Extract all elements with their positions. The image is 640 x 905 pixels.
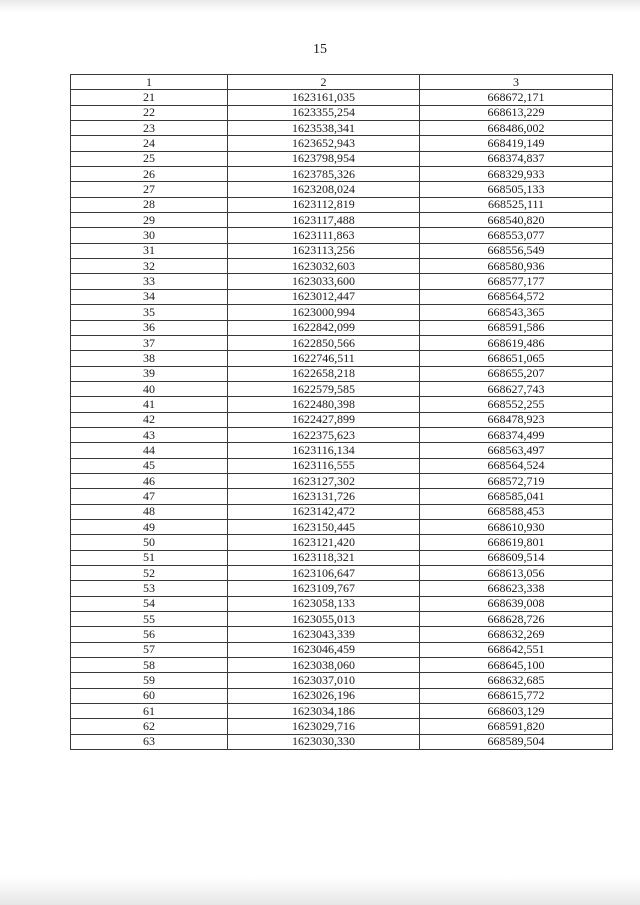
y-coordinate-cell: 668564,572 [420, 289, 613, 304]
point-number-cell: 30 [71, 228, 228, 243]
y-coordinate-cell: 668628,726 [420, 612, 613, 627]
y-coordinate-cell: 668556,549 [420, 243, 613, 258]
table-row [71, 596, 613, 611]
point-number-cell: 37 [71, 335, 228, 350]
point-number-cell: 39 [71, 366, 228, 381]
point-number-cell: 58 [71, 658, 228, 673]
y-coordinate-cell: 668505,133 [420, 182, 613, 197]
point-number-cell: 63 [71, 734, 228, 749]
x-coordinate-cell: 1623058,133 [228, 596, 420, 611]
table-row [71, 274, 613, 289]
coordinates-table [70, 74, 613, 750]
point-number-cell: 41 [71, 397, 228, 412]
table-row [71, 658, 613, 673]
x-coordinate-cell: 1623116,134 [228, 443, 420, 458]
table-row [71, 320, 613, 335]
y-coordinate-cell: 668627,743 [420, 381, 613, 396]
x-coordinate-cell: 1623026,196 [228, 688, 420, 703]
y-coordinate-cell: 668603,129 [420, 704, 613, 719]
point-number-cell: 27 [71, 182, 228, 197]
point-number-cell: 43 [71, 427, 228, 442]
x-coordinate-cell: 1623046,459 [228, 642, 420, 657]
y-coordinate-cell: 668619,486 [420, 335, 613, 350]
point-number-cell: 29 [71, 213, 228, 228]
point-number-cell: 62 [71, 719, 228, 734]
point-number-cell: 24 [71, 136, 228, 151]
point-number-cell: 21 [71, 90, 228, 105]
table-row [71, 427, 613, 442]
x-coordinate-cell: 1623116,555 [228, 458, 420, 473]
x-coordinate-cell: 1623012,447 [228, 289, 420, 304]
point-number-cell: 47 [71, 489, 228, 504]
point-number-cell: 34 [71, 289, 228, 304]
y-coordinate-cell: 668374,837 [420, 151, 613, 166]
table-row [71, 151, 613, 166]
x-coordinate-cell: 1623043,339 [228, 627, 420, 642]
table-row [71, 136, 613, 151]
y-coordinate-cell: 668589,504 [420, 734, 613, 749]
point-number-cell: 55 [71, 612, 228, 627]
point-number-cell: 45 [71, 458, 228, 473]
y-coordinate-cell: 668329,933 [420, 167, 613, 182]
point-number-cell: 59 [71, 673, 228, 688]
x-coordinate-cell: 1623142,472 [228, 504, 420, 519]
y-coordinate-cell: 668564,524 [420, 458, 613, 473]
y-coordinate-cell: 668613,056 [420, 566, 613, 581]
point-number-cell: 33 [71, 274, 228, 289]
table-row [71, 381, 613, 396]
y-coordinate-cell: 668642,551 [420, 642, 613, 657]
column-header-x-coordinate: 2 [228, 75, 420, 90]
x-coordinate-cell: 1623111,863 [228, 228, 420, 243]
table-row [71, 704, 613, 719]
point-number-cell: 60 [71, 688, 228, 703]
y-coordinate-cell: 668619,801 [420, 535, 613, 550]
y-coordinate-cell: 668632,269 [420, 627, 613, 642]
x-coordinate-cell: 1623798,954 [228, 151, 420, 166]
point-number-cell: 25 [71, 151, 228, 166]
table-row [71, 397, 613, 412]
y-coordinate-cell: 668543,365 [420, 305, 613, 320]
y-coordinate-cell: 668655,207 [420, 366, 613, 381]
table-row [71, 366, 613, 381]
point-number-cell: 36 [71, 320, 228, 335]
point-number-cell: 49 [71, 519, 228, 534]
y-coordinate-cell: 668419,149 [420, 136, 613, 151]
x-coordinate-cell: 1623131,726 [228, 489, 420, 504]
x-coordinate-cell: 1622427,899 [228, 412, 420, 427]
table-row [71, 504, 613, 519]
table-row [71, 228, 613, 243]
point-number-cell: 44 [71, 443, 228, 458]
table-row [71, 305, 613, 320]
y-coordinate-cell: 668615,772 [420, 688, 613, 703]
table-row [71, 182, 613, 197]
x-coordinate-cell: 1622658,218 [228, 366, 420, 381]
x-coordinate-cell: 1623112,819 [228, 197, 420, 212]
y-coordinate-cell: 668374,499 [420, 427, 613, 442]
y-coordinate-cell: 668552,255 [420, 397, 613, 412]
x-coordinate-cell: 1622579,585 [228, 381, 420, 396]
point-number-cell: 48 [71, 504, 228, 519]
x-coordinate-cell: 1623785,326 [228, 167, 420, 182]
x-coordinate-cell: 1623038,060 [228, 658, 420, 673]
table-row [71, 489, 613, 504]
x-coordinate-cell: 1623033,600 [228, 274, 420, 289]
point-number-cell: 32 [71, 259, 228, 274]
table-row [71, 90, 613, 105]
point-number-cell: 57 [71, 642, 228, 657]
x-coordinate-cell: 1623118,321 [228, 550, 420, 565]
table-row [71, 443, 613, 458]
y-coordinate-cell: 668540,820 [420, 213, 613, 228]
y-coordinate-cell: 668580,936 [420, 259, 613, 274]
y-coordinate-cell: 668563,497 [420, 443, 613, 458]
table-row [71, 473, 613, 488]
x-coordinate-cell: 1622480,398 [228, 397, 420, 412]
point-number-cell: 53 [71, 581, 228, 596]
y-coordinate-cell: 668525,111 [420, 197, 613, 212]
y-coordinate-cell: 668651,065 [420, 351, 613, 366]
table-row [71, 519, 613, 534]
page-number: 15 [313, 42, 327, 57]
table-row [71, 412, 613, 427]
x-coordinate-cell: 1623000,994 [228, 305, 420, 320]
x-coordinate-cell: 1623106,647 [228, 566, 420, 581]
point-number-cell: 54 [71, 596, 228, 611]
x-coordinate-cell: 1623034,186 [228, 704, 420, 719]
table-row [71, 243, 613, 258]
point-number-cell: 56 [71, 627, 228, 642]
x-coordinate-cell: 1623117,488 [228, 213, 420, 228]
x-coordinate-cell: 1623127,302 [228, 473, 420, 488]
x-coordinate-cell: 1623109,767 [228, 581, 420, 596]
point-number-cell: 35 [71, 305, 228, 320]
point-number-cell: 22 [71, 105, 228, 120]
table-row [71, 673, 613, 688]
y-coordinate-cell: 668588,453 [420, 504, 613, 519]
y-coordinate-cell: 668591,820 [420, 719, 613, 734]
y-coordinate-cell: 668623,338 [420, 581, 613, 596]
x-coordinate-cell: 1623030,330 [228, 734, 420, 749]
table-body [71, 90, 613, 750]
table-row [71, 719, 613, 734]
table-row [71, 259, 613, 274]
point-number-cell: 61 [71, 704, 228, 719]
table-row [71, 566, 613, 581]
table-row [71, 734, 613, 749]
column-header-y-coordinate: 3 [420, 75, 613, 90]
table-row [71, 642, 613, 657]
y-coordinate-cell: 668572,719 [420, 473, 613, 488]
x-coordinate-cell: 1622842,099 [228, 320, 420, 335]
y-coordinate-cell: 668577,177 [420, 274, 613, 289]
x-coordinate-cell: 1623029,716 [228, 719, 420, 734]
y-coordinate-cell: 668610,930 [420, 519, 613, 534]
x-coordinate-cell: 1622850,566 [228, 335, 420, 350]
table-row [71, 289, 613, 304]
point-number-cell: 38 [71, 351, 228, 366]
point-number-cell: 42 [71, 412, 228, 427]
table-row [71, 121, 613, 136]
x-coordinate-cell: 1623652,943 [228, 136, 420, 151]
y-coordinate-cell: 668585,041 [420, 489, 613, 504]
table-row [71, 105, 613, 120]
x-coordinate-cell: 1623032,603 [228, 259, 420, 274]
y-coordinate-cell: 668613,229 [420, 105, 613, 120]
x-coordinate-cell: 1623538,341 [228, 121, 420, 136]
point-number-cell: 50 [71, 535, 228, 550]
x-coordinate-cell: 1623037,010 [228, 673, 420, 688]
table-row [71, 688, 613, 703]
point-number-cell: 46 [71, 473, 228, 488]
x-coordinate-cell: 1623161,035 [228, 90, 420, 105]
point-number-cell: 40 [71, 381, 228, 396]
x-coordinate-cell: 1623150,445 [228, 519, 420, 534]
point-number-cell: 28 [71, 197, 228, 212]
y-coordinate-cell: 668591,586 [420, 320, 613, 335]
y-coordinate-cell: 668609,514 [420, 550, 613, 565]
y-coordinate-cell: 668645,100 [420, 658, 613, 673]
x-coordinate-cell: 1623121,420 [228, 535, 420, 550]
y-coordinate-cell: 668672,171 [420, 90, 613, 105]
x-coordinate-cell: 1623208,024 [228, 182, 420, 197]
x-coordinate-cell: 1623055,013 [228, 612, 420, 627]
point-number-cell: 31 [71, 243, 228, 258]
table-row [71, 197, 613, 212]
x-coordinate-cell: 1622746,511 [228, 351, 420, 366]
y-coordinate-cell: 668632,685 [420, 673, 613, 688]
scan-top-shadow [0, 0, 640, 12]
table-row [71, 213, 613, 228]
x-coordinate-cell: 1622375,623 [228, 427, 420, 442]
point-number-cell: 26 [71, 167, 228, 182]
table-row [71, 335, 613, 350]
column-header-point-number: 1 [71, 75, 228, 90]
point-number-cell: 23 [71, 121, 228, 136]
y-coordinate-cell: 668553,077 [420, 228, 613, 243]
table-row [71, 351, 613, 366]
point-number-cell: 51 [71, 550, 228, 565]
table-row [71, 612, 613, 627]
table-row [71, 550, 613, 565]
table-row [71, 535, 613, 550]
point-number-cell: 52 [71, 566, 228, 581]
table-row [71, 627, 613, 642]
table-row [71, 581, 613, 596]
table-row [71, 458, 613, 473]
table-row [71, 167, 613, 182]
y-coordinate-cell: 668639,008 [420, 596, 613, 611]
x-coordinate-cell: 1623113,256 [228, 243, 420, 258]
scan-bottom-shadow [0, 877, 640, 905]
x-coordinate-cell: 1623355,254 [228, 105, 420, 120]
table-header-row [71, 75, 613, 90]
y-coordinate-cell: 668486,002 [420, 121, 613, 136]
y-coordinate-cell: 668478,923 [420, 412, 613, 427]
